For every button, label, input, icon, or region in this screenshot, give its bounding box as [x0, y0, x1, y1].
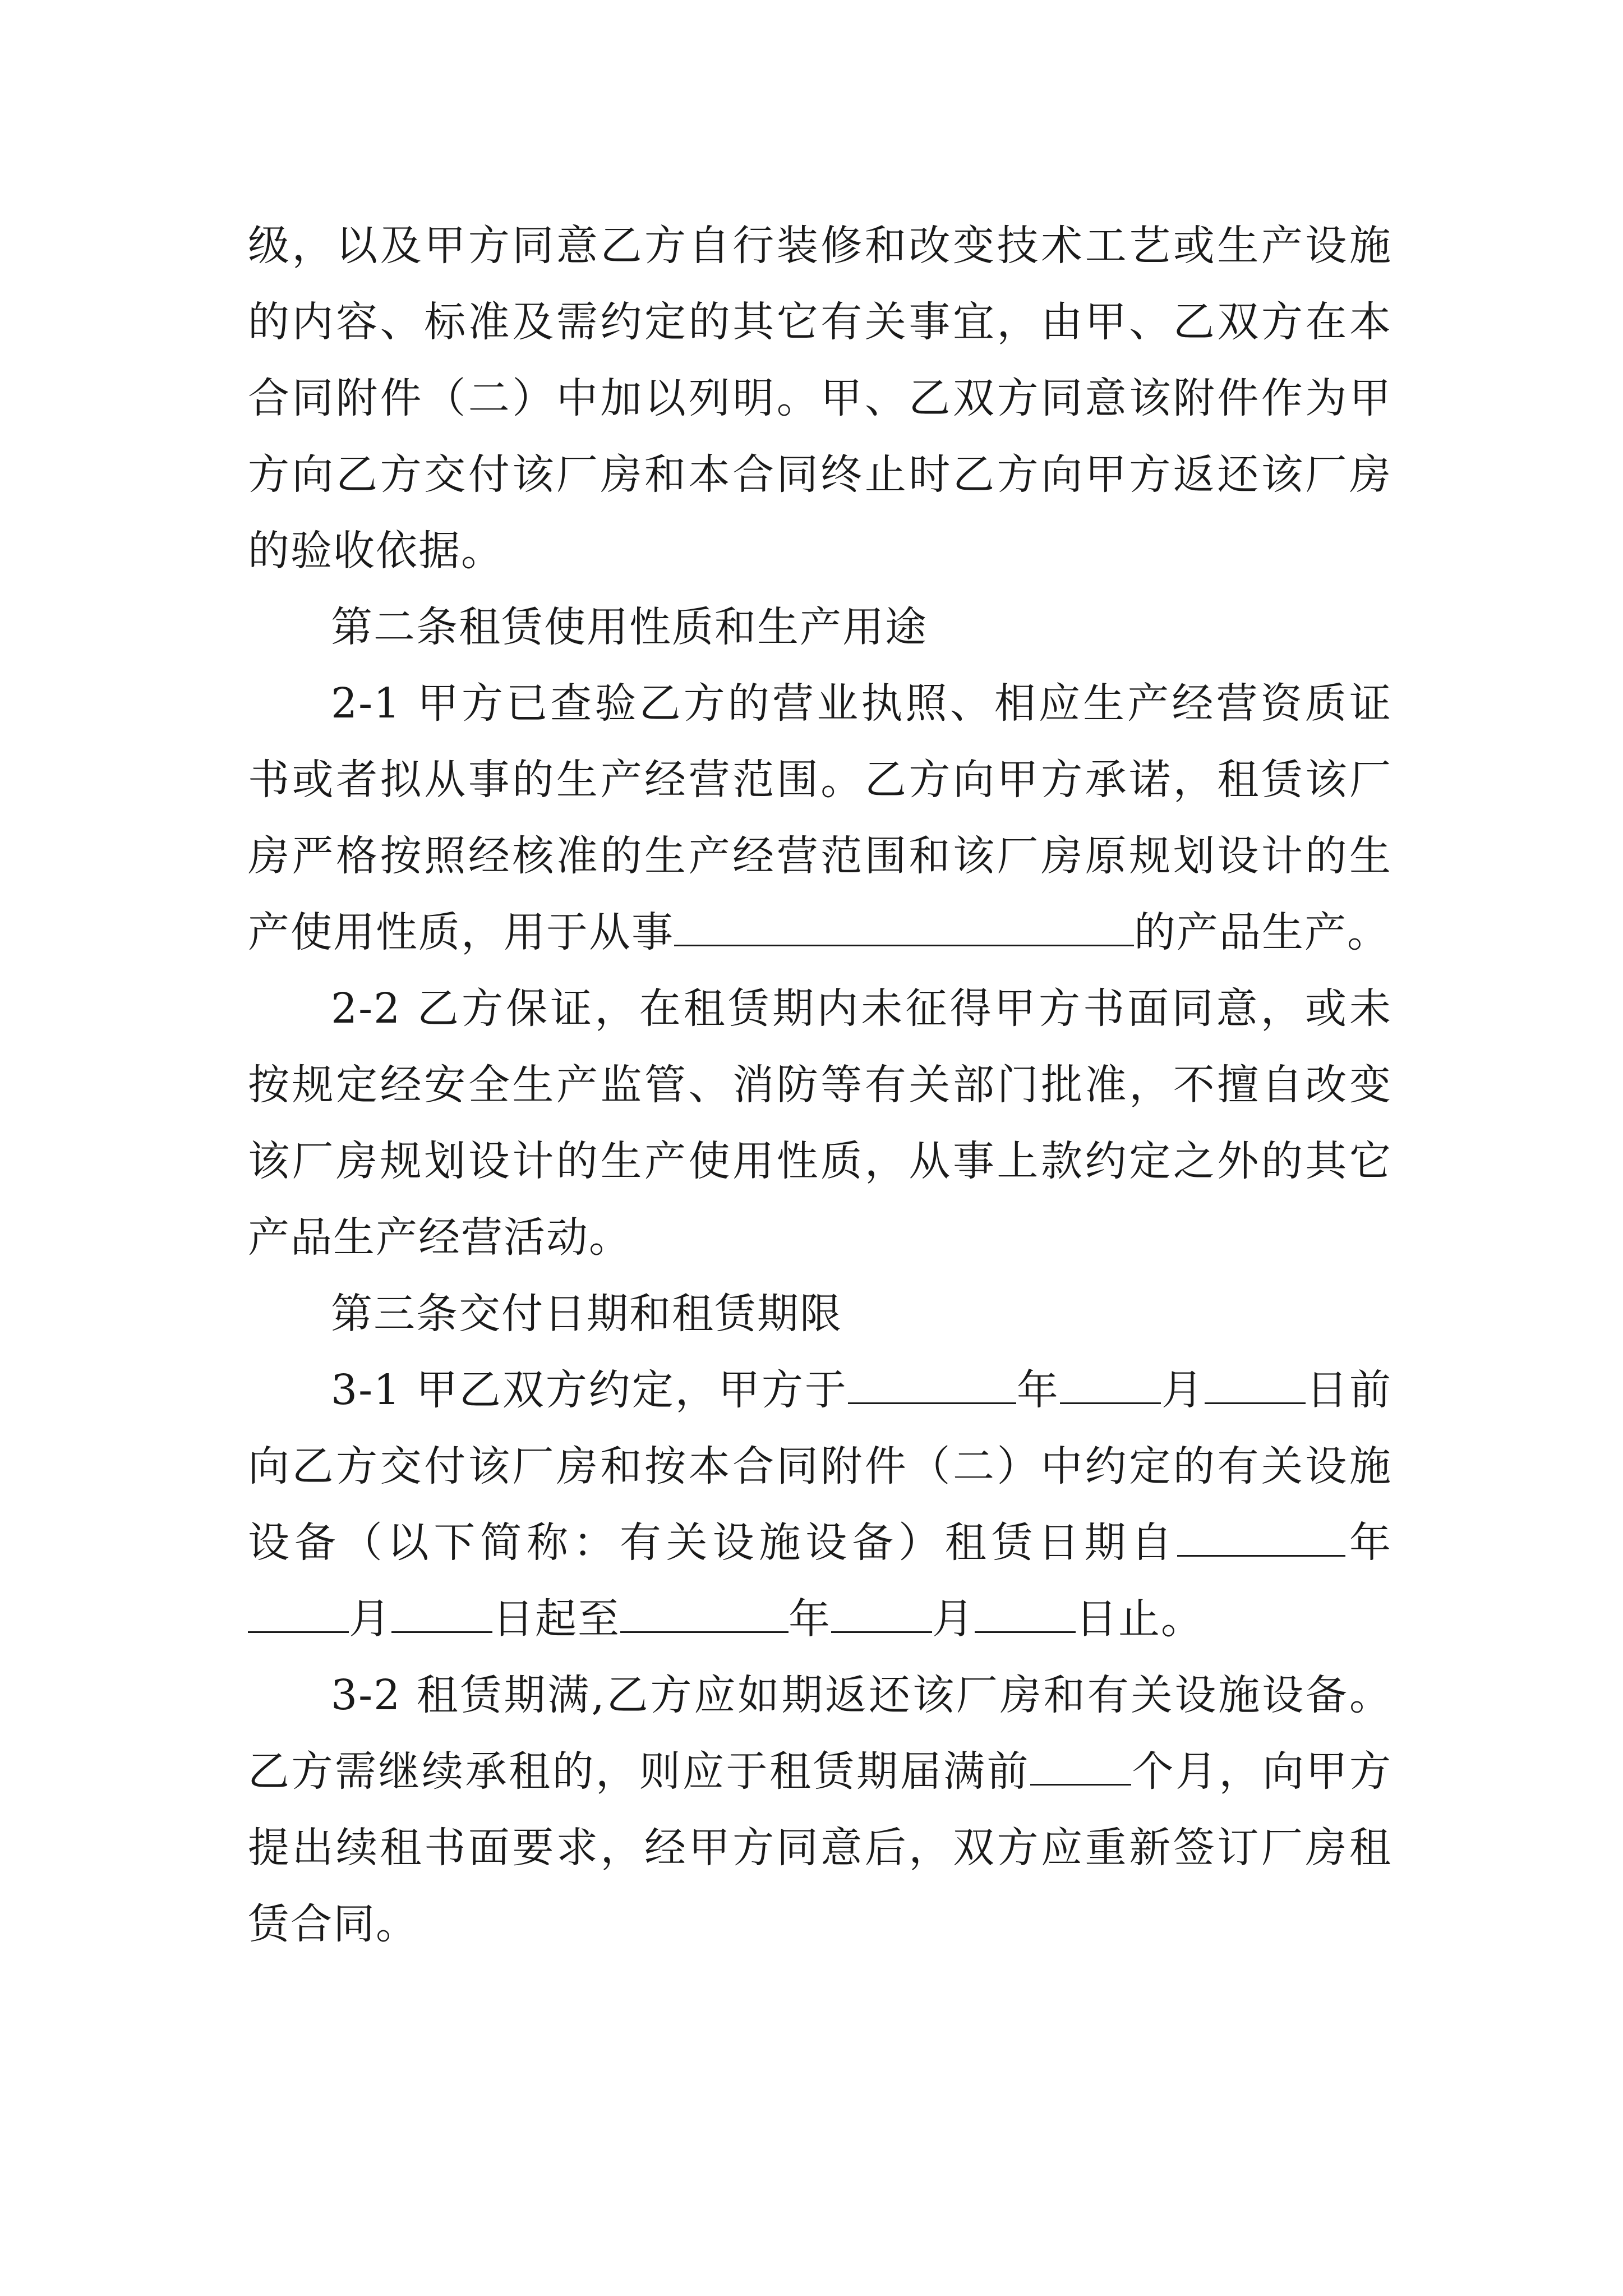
- clause-text: 3-1 甲乙双方约定，甲方于: [331, 1366, 848, 1414]
- blank-delivery-month[interactable]: [1060, 1369, 1161, 1404]
- clause-text: 2-1 甲方已查验乙方的营业执照、相应生产经营资质证书或者拟从事的生产经营范围。乙方向甲方承诺，租赁该厂房严格按照经核准的生产经营范围和该厂房原规划设计的生产使用性质，用于从事: [248, 679, 1392, 956]
- clause-text: 的产品生产。: [1134, 908, 1390, 956]
- clause-2-2: [248, 970, 1392, 1276]
- clause-text: 2-2 乙方保证，在租赁期内未征得甲方书面同意，或未按规定经安全生产监管、消防等有关部门批准，不擅自改变该厂房规划设计的生产使用性质，从事上款约定之外的其它产品生产经营活动。: [248, 984, 1392, 1262]
- clause-text: 个月，向甲方提出续租书面要求，经甲方同意后，双方应重新签订厂房租赁合同。: [248, 1747, 1392, 1948]
- clause-text: 日起至: [492, 1595, 620, 1643]
- blank-end-month[interactable]: [831, 1598, 932, 1633]
- article-3-heading: 第三条交付日期和租赁期限: [331, 1290, 842, 1338]
- paragraph-text: 级，以及甲方同意乙方自行装修和改变技术工艺或生产设施的内容、标准及需约定的其它有关事宜，由甲、乙双方在本合同附件（二）中加以列明。甲、乙双方同意该附件作为甲方向乙方交付该厂房和本合同终止时乙方向甲方返还该厂房的验收依据。: [248, 222, 1392, 575]
- clause-text: 年: [1016, 1366, 1060, 1414]
- blank-start-month[interactable]: [248, 1598, 349, 1633]
- clause-2-1: [248, 665, 1392, 970]
- clause-3-2: [248, 1657, 1392, 1962]
- blank-end-day[interactable]: [975, 1598, 1076, 1633]
- article-2-heading: 第二条租赁使用性质和生产用途: [331, 603, 928, 651]
- blank-delivery-year[interactable]: [848, 1369, 1016, 1404]
- blank-product-field[interactable]: [674, 911, 1134, 946]
- clause-text: 月: [349, 1595, 391, 1643]
- clause-text: 月: [1160, 1366, 1205, 1414]
- clause-text: 月: [932, 1595, 975, 1643]
- blank-start-day[interactable]: [391, 1598, 492, 1633]
- clause-text: 年: [789, 1595, 831, 1643]
- clause-3-1: [248, 1352, 1392, 1657]
- clause-text: 3-2 租赁期满,乙方应如期返还该厂房和有关设施设备。乙方需继续承租的，则应于租赁期届满前: [248, 1671, 1392, 1796]
- clause-text: 日止。: [1076, 1595, 1204, 1643]
- blank-end-year[interactable]: [620, 1598, 789, 1633]
- document-body: [248, 208, 1392, 1962]
- clause-text: 年: [1345, 1519, 1392, 1567]
- paragraph-continuation: [248, 208, 1392, 589]
- blank-delivery-day[interactable]: [1205, 1369, 1306, 1404]
- blank-start-year[interactable]: [1177, 1521, 1345, 1557]
- clause-text: 日前向乙方交付该厂房和按本合同附件（二）中约定的有关设施设备（以下简称：有关设施设备）租赁日期自: [248, 1366, 1393, 1567]
- blank-renewal-months[interactable]: [1030, 1750, 1131, 1786]
